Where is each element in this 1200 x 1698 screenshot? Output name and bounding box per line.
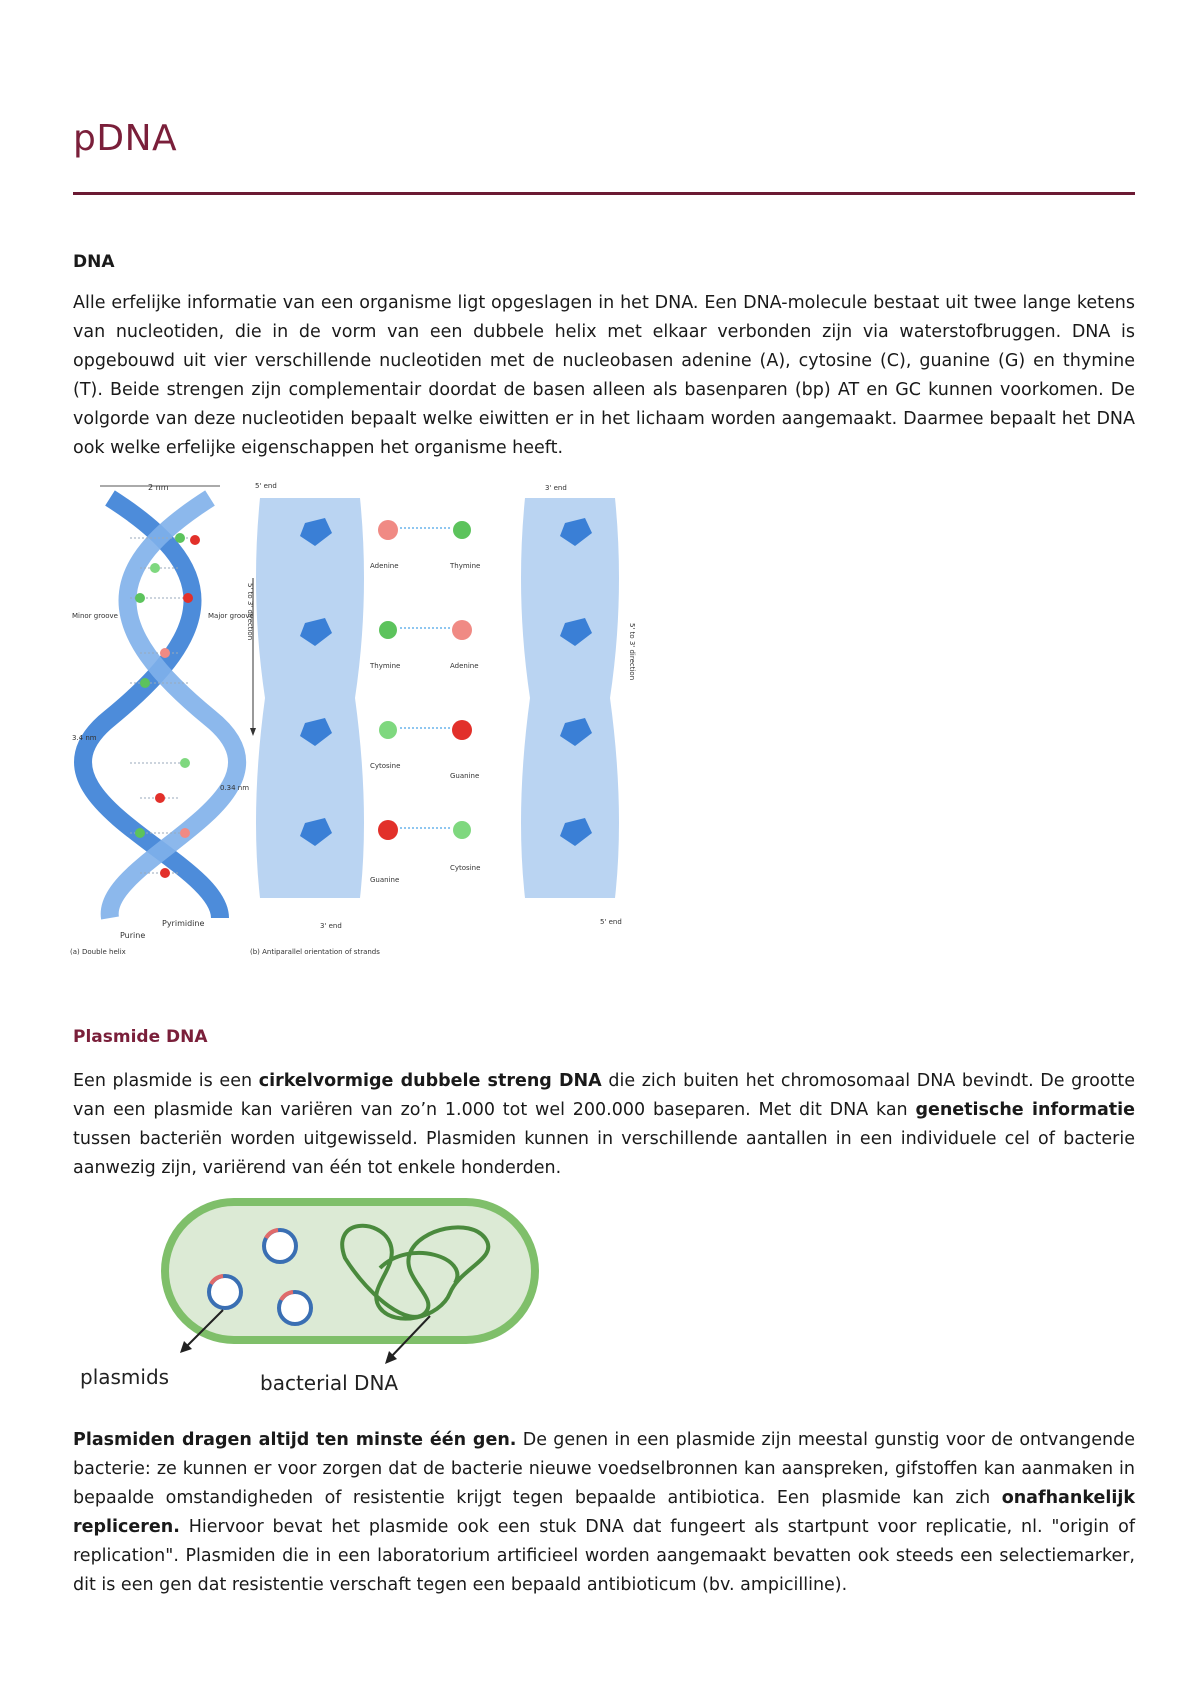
bold-text-run: cirkelvormige dubbele streng DNA — [258, 1071, 602, 1091]
direction-right-label: 5' to 3' direction — [628, 623, 636, 681]
text-run: Een plasmide is een — [73, 1071, 259, 1091]
base-label: Thymine — [450, 562, 481, 570]
pitch-label: 3.4 nm — [72, 734, 97, 742]
bold-text-run: onafhankelijk repliceren. — [73, 1488, 1135, 1537]
bold-text-run: Plasmiden dragen altijd ten minste één gen. — [73, 1430, 517, 1450]
rise-label: 0.34 nm — [220, 784, 250, 792]
minor-groove-label: Minor groove — [72, 612, 118, 620]
page-title: pDNA — [73, 118, 178, 159]
section-heading-plasmid: Plasmide DNA — [73, 1027, 208, 1047]
bacterium-plasmid-figure — [80, 1198, 550, 1408]
base-label: Guanine — [370, 876, 400, 884]
antiparallel-strands-illustration — [246, 482, 640, 956]
base-label: Thymine — [370, 662, 401, 670]
direction-left-label: 5' to 3' direction — [246, 583, 254, 641]
pyrimidine-label: Pyrimidine — [162, 919, 205, 928]
dna-structure-figure — [70, 478, 640, 958]
text-run: Hiervoor bevat het plasmide ook een stuk DNA dat fungeert als startpunt voor replicatie, nl. "origin of replication". Plasmiden die in een laboratorium artificieel worden aangemaakt bevatten ook steeds een selectiemarker, dit is een gen dat resistentie verschaft tegen een bepaald antibioticum (bv. ampicilline). — [73, 1517, 1135, 1595]
purine-label: Purine — [120, 931, 146, 940]
five-prime-end-bottom: 5' end — [600, 918, 622, 926]
base-label: Adenine — [370, 562, 399, 570]
major-groove-label: Major groove — [208, 612, 254, 620]
bacterial-cell — [165, 1202, 535, 1340]
helix-width-label: 2 nm — [148, 483, 169, 492]
text-run: De genen in een plasmide zijn meestal gunstig voor de ontvangende bacterie: ze kunnen er voor zorgen dat de bacterie nieuwe voedselbronnen kan aanspreken, gifstoffen kan aanmaken in bepaalde omstandigheden of resistentie krijgt tegen bepaalde antibiotica. Een plasmide kan zich — [73, 1430, 1135, 1508]
base-label: Cytosine — [370, 762, 401, 770]
five-prime-end-top: 5' end — [255, 482, 277, 490]
section-heading-dna: DNA — [73, 252, 115, 272]
plasmid-genes-paragraph — [73, 1426, 1135, 1600]
three-prime-end-top: 3' end — [545, 484, 567, 492]
base-label: Cytosine — [450, 864, 481, 872]
base-label: Adenine — [450, 662, 479, 670]
three-prime-end-bottom: 3' end — [320, 922, 342, 930]
dna-paragraph: Alle erfelijke informatie van een organisme ligt opgeslagen in het DNA. Een DNA-molecule bestaat uit twee lange ketens van nucleotiden, die in de vorm van een dubbele helix met elkaar verbonden zijn via waterstofbruggen. DNA is opgebouwd uit vier verschillende nucleotiden met de nucleobasen adenine (A), cytosine (C), guanine (G) en thymine (T). Beide strengen zijn complementair doordat de basen alleen als basenparen (bp) AT en GC kunnen voorkomen. De volgorde van deze nucleotiden bepaalt welke eiwitten er in het lichaam worden aangemaakt. Daarmee bepaalt het DNA ook welke erfelijke eigenschappen het organisme heeft. — [73, 293, 1135, 458]
title-divider — [73, 192, 1135, 195]
plasmid-paragraph — [73, 1067, 1135, 1183]
base-label: Guanine — [450, 772, 480, 780]
text-run: die zich buiten het chromosomaal DNA bevindt. De grootte van een plasmide kan variëren van zo’n 1.000 tot wel 200.000 baseparen. Met dit DNA kan — [73, 1071, 1135, 1120]
text-run: tussen bacteriën worden uitgewisseld. Plasmiden kunnen in verschillende aantallen in een individuele cel of bacterie aanwezig zijn, variërend van één tot enkele honderden. — [73, 1129, 1135, 1178]
plasmids-label: plasmids — [80, 1365, 170, 1389]
bold-text-run: genetische informatie — [915, 1100, 1135, 1120]
double-helix-illustration — [70, 483, 254, 956]
bacterial-dna-label: bacterial DNA — [260, 1371, 399, 1395]
antiparallel-caption: (b) Antiparallel orientation of strands — [250, 948, 380, 956]
helix-caption: (a) Double helix — [70, 948, 126, 956]
